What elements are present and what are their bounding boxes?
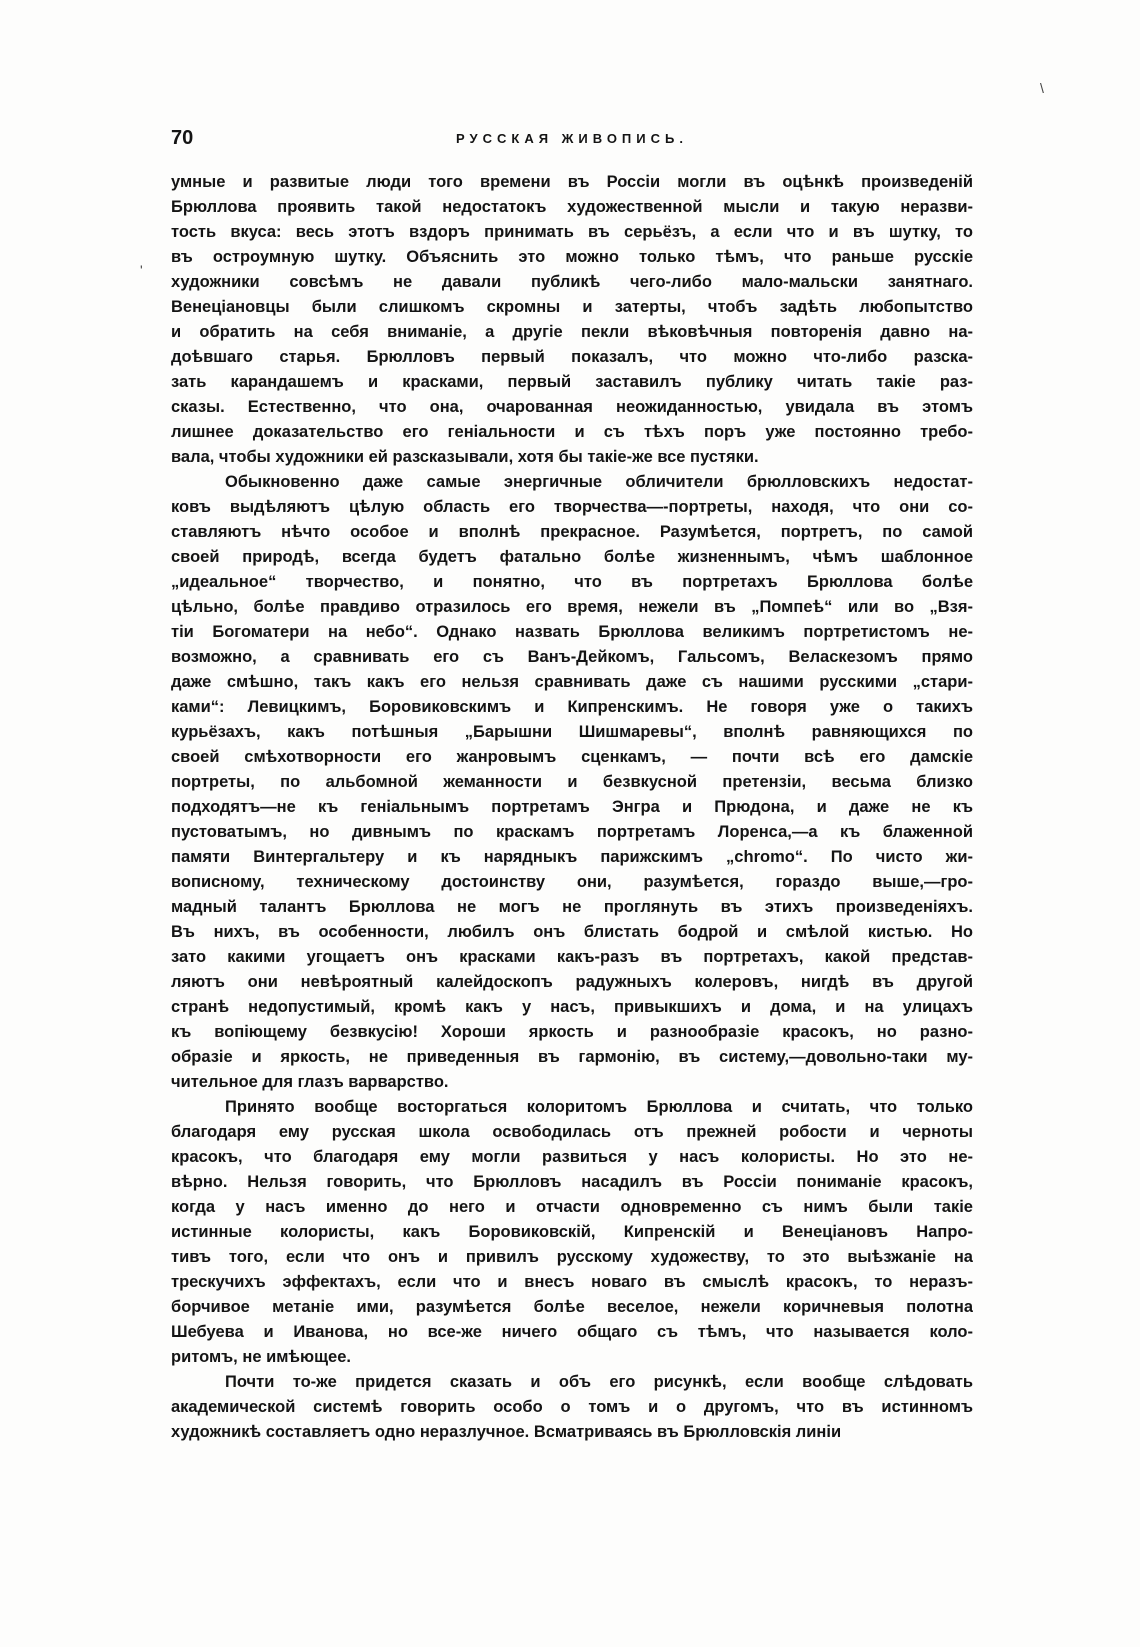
text-line: истинные колористы, какъ Боровиковскій, Кипренскій и Венеціановъ Напро-	[171, 1223, 973, 1241]
text-line: мадный талантъ Брюллова не могъ не проглянуть въ этихъ произведеніяхъ.	[171, 898, 973, 916]
text-line: тіи Богоматери на небо“. Однако назвать Брюллова великимъ портретистомъ не-	[171, 623, 973, 641]
text-line: къ вопіющему безвкусію! Хороши яркость и разнообразіе красокъ, но разно-	[171, 1023, 973, 1041]
body-text	[171, 170, 973, 1445]
text-line: умные и развитые люди того времени въ Россіи могли въ оцѣнкѣ произведеній	[171, 173, 973, 191]
text-line: странѣ недопустимый, кромѣ какъ у насъ, привыкшихъ и дома, и на улицахъ	[171, 998, 973, 1016]
text-line: своей смѣхотворности его жанровымъ сценкамъ, — почти всѣ его дамскіе	[171, 748, 973, 766]
text-line: „идеальное“ творчество, и понятно, что въ портретахъ Брюллова болѣе	[171, 573, 973, 591]
text-line: вала, чтобы художники ей разсказывали, хотя бы такіе-же все пустяки.	[171, 448, 759, 466]
text-line: ставляютъ нѣчто особое и вполнѣ прекрасное. Разумѣется, портретъ, по самой	[171, 523, 973, 541]
text-line: зато какими угощаетъ онъ красками какъ-разъ въ портретахъ, какой представ-	[171, 948, 973, 966]
text-line: Брюллова проявить такой недостатокъ художественной мысли и такую неразви-	[171, 198, 973, 216]
text-line: памяти Винтергальтеру и къ нарядныкъ парижскимъ „chromo“. По чисто жи-	[171, 848, 973, 866]
scan-speck: \	[1040, 80, 1044, 96]
page-number: 70	[171, 127, 194, 149]
paragraph	[171, 170, 973, 470]
text-line: зать карандашемъ и красками, первый заставилъ публику читать такіе раз-	[171, 373, 973, 391]
text-line: Венеціановцы были слишкомъ скромны и затерты, чтобъ задѣть любопытство	[171, 298, 973, 316]
text-line: Шебуева и Иванова, но все-же ничего общаго съ тѣмъ, что называется коло-	[171, 1323, 973, 1341]
running-title: РУССКАЯ ЖИВОПИСЬ.	[456, 131, 688, 146]
text-line: борчивое метаніе ими, разумѣется болѣе веселое, нежели коричневыя полотна	[171, 1298, 973, 1316]
text-line: лишнее доказательство его геніальности и съ тѣхъ поръ уже постоянно требо-	[171, 423, 973, 441]
text-line: ками“: Левицкимъ, Боровиковскимъ и Кипренскимъ. Не говоря уже о такихъ	[171, 698, 973, 716]
text-line: и обратить на себя вниманіе, а другіе пекли вѣковѣчныя повторенія давно на-	[171, 323, 973, 341]
text-line: чительное для глазъ варварство.	[171, 1073, 449, 1091]
text-line: художники совсѣмъ не давали публикѣ чего-либо мало-мальски занятнаго.	[171, 273, 973, 291]
text-line: курьёзахъ, какъ потѣшныя „Барышни Шишмаревы“, вполнѣ равняющихся по	[171, 723, 973, 741]
scan-speck: '	[140, 262, 143, 278]
text-line: даже смѣшно, такъ какъ его нельзя сравнивать даже съ нашими русскими „стари-	[171, 673, 973, 691]
text-line: благодаря ему русская школа освободилась отъ прежней робости и черноты	[171, 1123, 973, 1141]
text-line: портреты, по альбомной жеманности и безвкусной претензіи, весьма близко	[171, 773, 973, 791]
text-line: тивъ того, если что онъ и привилъ русскому художеству, то это выѣзжаніе на	[171, 1248, 973, 1266]
text-line: красокъ, что благодаря ему могли развиться у насъ колористы. Но это не-	[171, 1148, 973, 1166]
text-line: доѣвшаго старья. Брюлловъ первый показалъ, что можно что-либо разска-	[171, 348, 973, 366]
text-line: трескучихъ эффектахъ, если что и внесъ новаго въ смыслѣ красокъ, то неразъ-	[171, 1273, 973, 1291]
page-header	[171, 126, 973, 156]
text-line: цѣльно, болѣе правдиво отразилось его время, нежели въ „Помпеѣ“ или во „Взя-	[171, 598, 973, 616]
paragraph	[171, 1095, 973, 1370]
paragraph	[171, 1370, 973, 1445]
text-line: своей природѣ, всегда будетъ фатально болѣе жизненнымъ, чѣмъ шаблонное	[171, 548, 973, 566]
text-line: въ остроумную шутку. Объяснить это можно только тѣмъ, что раньше русскіе	[171, 248, 973, 266]
text-line: ляютъ они невѣроятный калейдоскопъ радужныхъ колеровъ, нигдѣ въ другой	[171, 973, 973, 991]
text-line: пустоватымъ, но дивнымъ по краскамъ портретамъ Лоренса,—а къ блаженной	[171, 823, 973, 841]
text-line: Принято вообще восторгаться колоритомъ Брюллова и считать, что только	[225, 1098, 973, 1116]
text-line: образіе и яркость, не приведенныя въ гармонію, въ систему,—довольно-таки му-	[171, 1048, 973, 1066]
text-line: ритомъ, не имѣющее.	[171, 1348, 351, 1366]
text-line: академической системѣ говорить особо о томъ и о другомъ, что въ истинномъ	[171, 1398, 973, 1416]
text-line: возможно, а сравнивать его съ Ванъ-Дейкомъ, Гальсомъ, Веласкезомъ прямо	[171, 648, 973, 666]
text-line: Почти то-же придется сказать и объ его рисункѣ, если вообще слѣдовать	[225, 1373, 973, 1391]
text-line: вописному, техническому достоинству они, разумѣется, гораздо выше,—гро-	[171, 873, 973, 891]
text-line: ковъ выдѣляютъ цѣлую область его творчества—-портреты, находя, что они со-	[171, 498, 973, 516]
text-line: Въ нихъ, въ особенности, любилъ онъ блистать бодрой и смѣлой кистью. Но	[171, 923, 973, 941]
text-line: подходятъ—не къ геніальнымъ портретамъ Энгра и Прюдона, и даже не къ	[171, 798, 973, 816]
text-line: Обыкновенно даже самые энергичные обличители брюлловскихъ недостат-	[225, 473, 973, 491]
text-line: вѣрно. Нельзя говорить, что Брюлловъ насадилъ въ Россіи пониманіе красокъ,	[171, 1173, 973, 1191]
text-line: тость вкуса: весь этотъ вздоръ принимать въ серьёзъ, а если что и въ шутку, то	[171, 223, 973, 241]
paragraph	[171, 470, 973, 1095]
text-line: сказы. Естественно, что она, очарованная неожиданностью, увидала въ этомъ	[171, 398, 973, 416]
text-line: когда у насъ именно до него и отчасти одновременно съ нимъ были такіе	[171, 1198, 973, 1216]
text-line: художникѣ составляетъ одно неразлучное. Всматриваясь въ Брюлловскія линіи	[171, 1423, 842, 1441]
